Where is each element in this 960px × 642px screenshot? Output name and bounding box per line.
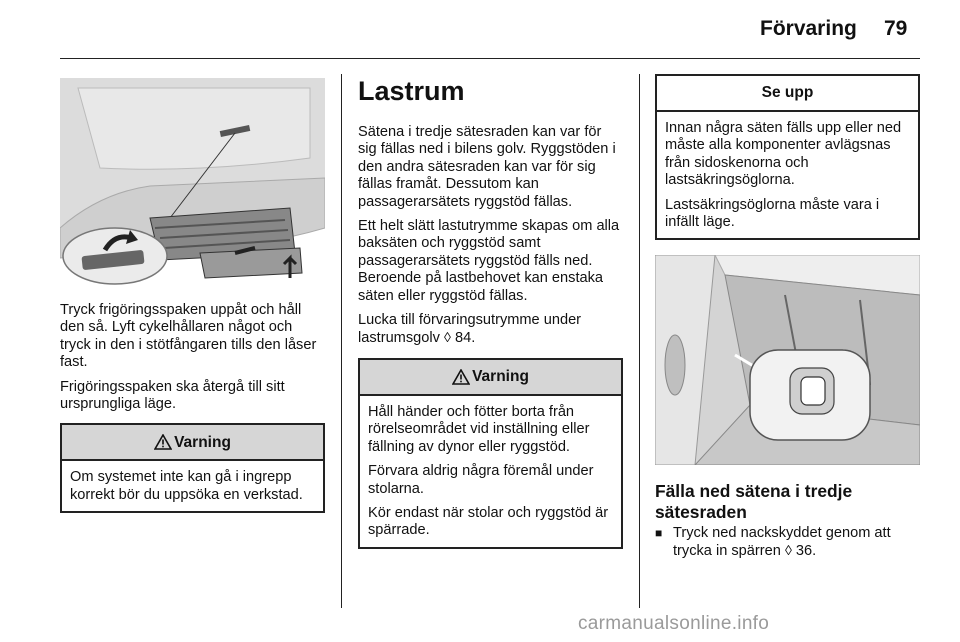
warning-box-header [62,425,323,461]
warning-title: Varning [472,368,529,386]
section-heading-lastrum: Lastrum [358,76,465,106]
list-item-body: Tryck ned nackskyddet genom att trycka in spärren [673,525,891,560]
warning-text: Om systemet inte kan gå i ingrepp korrekt bör du uppsöka en verkstad. [70,469,303,503]
body-paragraph: Ett helt slätt lastutrymme skapas om alla baksäten och ryggstöd samt passagerarsätets ryggstöd fälls ned. Beroende på lastbehovet kan enstaka säten eller ryggstöd fällas. [358,218,620,304]
warning-box [60,423,325,513]
cargo-area-illustration [655,255,920,465]
cross-reference-text: Lucka till förvaringsutrymme under lastrumsgolv [358,312,582,347]
middle-column [358,124,623,549]
warning-text: Förvara aldrig några föremål under stolarna. [368,463,594,497]
left-column [60,302,325,513]
caution-text: Innan några säten fälls upp eller ned måste alla komponenter avlägsnas från sidoskenorna och lastsäkringsöglorna. [665,120,902,189]
header-rule [60,58,920,59]
warning-title: Varning [174,433,231,451]
watermark: carmanualsonline.info [578,613,770,634]
warning-box-header [360,360,621,396]
page-reference-icon: ◊ [784,542,792,559]
warning-text: Kör endast när stolar och ryggstöd är spärrade. [368,504,609,539]
instruction-paragraph: Frigöringsspaken ska återgå till sitt ursprungliga läge. [60,378,285,413]
right-column [655,481,920,561]
instruction-paragraph: Tryck frigöringsspaken uppåt och håll den så. Lyft cykelhållaren något och tryck in den i stötfångaren tills den låser fast. [60,302,317,371]
page-reference-link[interactable]: 36. [795,543,817,560]
body-paragraph: Sätena i tredje sätesraden kan var för sig fällas ned i bilens golv. Ryggstöden i den andra sätesraden kan var för sig fällas framåt. Dessutom kan passagerarsätets ryggstöd fällas. [358,124,616,210]
warning-box [358,358,623,549]
warning-triangle-icon [452,369,470,385]
page-header-title: Förvaring [760,17,857,40]
caution-box-header [657,76,918,112]
warning-triangle-icon [154,434,172,450]
bike-carrier-illustration [60,78,325,288]
caution-text: Lastsäkringsöglorna måste vara i infällt läge. [665,196,880,231]
caution-title: Se upp [761,84,814,101]
section-heading-falla: Fälla ned sätena i tredje sätesraden [655,481,853,522]
bullet-icon: ■ [655,526,663,540]
column-divider-2 [639,74,640,608]
page-number: 79 [884,17,908,40]
page-reference-icon: ◊ [443,329,451,346]
page-reference-link[interactable]: 84. [454,330,476,347]
caution-box [655,74,920,240]
list-item-text [673,525,920,561]
warning-text: Håll händer och fötter borta från rörelseområdet vid inställning eller fällning av dynor eller ryggstöd. [368,403,590,455]
column-divider-1 [341,74,342,608]
list-item [655,525,920,561]
body-paragraph [358,312,623,348]
